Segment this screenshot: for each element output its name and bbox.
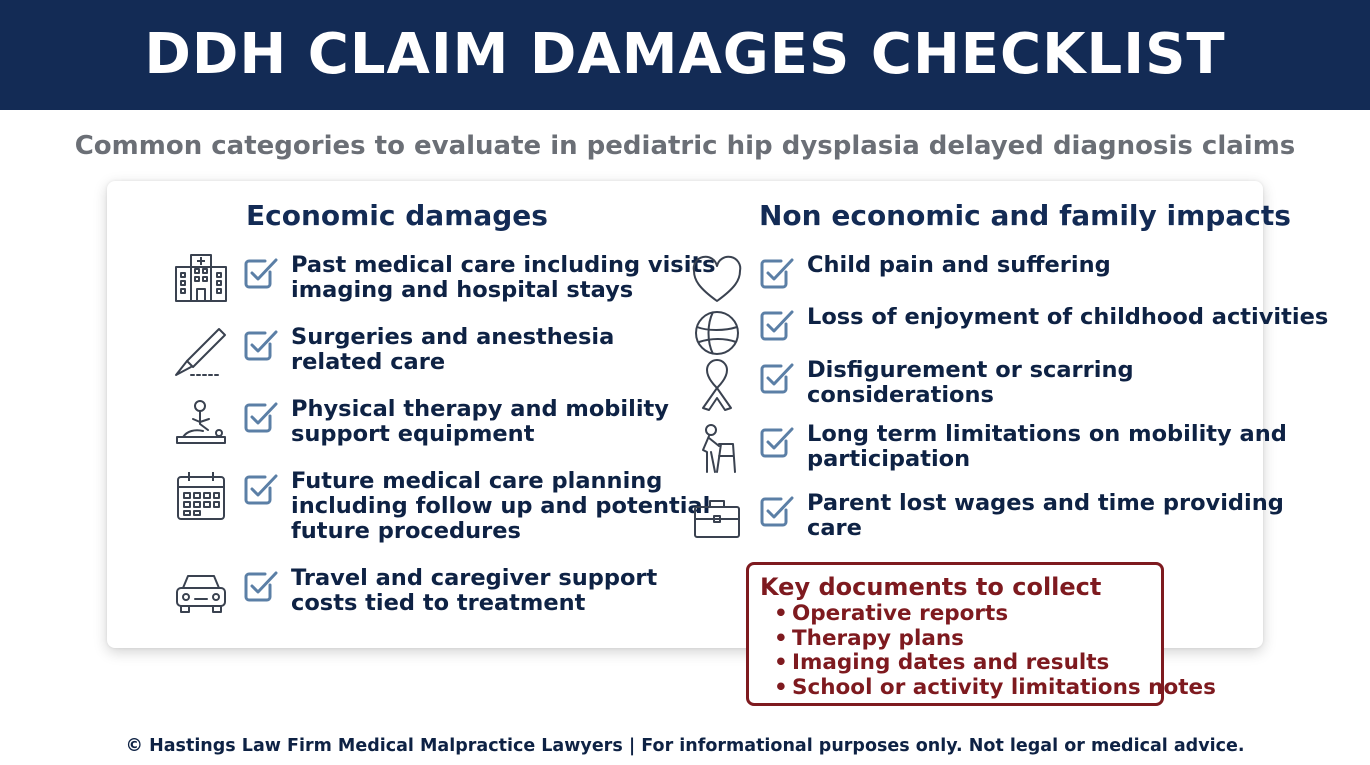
page-subtitle: Common categories to evaluate in pediatric hip dysplasia delayed diagnosis claims xyxy=(74,131,1296,161)
calendar-icon xyxy=(173,469,229,525)
ribbon-icon xyxy=(689,358,745,414)
page-title: DDH CLAIM DAMAGES CHECKLIST xyxy=(144,22,1226,87)
ball-icon xyxy=(689,305,745,361)
key-documents-list xyxy=(749,602,1216,700)
checkbox-icon xyxy=(243,327,279,363)
item-text: Loss of enjoyment of childhood activities xyxy=(807,304,1329,330)
non-economic-heading: Non economic and family impacts xyxy=(759,199,1291,232)
item-text: Disfigurement or scarring considerations xyxy=(807,357,1134,408)
car-icon xyxy=(173,566,229,622)
key-document-item: • Operative reports xyxy=(749,602,1216,627)
physical-therapy-icon xyxy=(173,397,229,453)
item-text: Past medical care including visits imaging and hospital stays xyxy=(291,252,716,303)
economic-heading: Economic damages xyxy=(246,199,548,232)
walker-icon xyxy=(689,422,745,478)
checkbox-icon xyxy=(759,360,795,396)
key-document-item: • School or activity limitations notes xyxy=(749,676,1216,701)
heart-icon xyxy=(689,253,745,309)
hospital-icon xyxy=(173,253,229,309)
scalpel-icon xyxy=(173,325,229,381)
checkbox-icon xyxy=(243,471,279,507)
item-text: Surgeries and anesthesia related care xyxy=(291,324,615,375)
checkbox-icon xyxy=(759,424,795,460)
checkbox-icon xyxy=(243,399,279,435)
footer-disclaimer: © Hastings Law Firm Medical Malpractice Lawyers | For informational purposes only. Not legal or medical advice. xyxy=(125,736,1245,756)
item-text: Travel and caregiver support costs tied to treatment xyxy=(291,565,658,616)
briefcase-icon xyxy=(689,491,745,547)
key-documents-box xyxy=(746,562,1216,706)
checkbox-icon xyxy=(243,255,279,291)
checkbox-icon xyxy=(759,255,795,291)
item-text: Physical therapy and mobility support equipment xyxy=(291,396,669,447)
checkbox-icon xyxy=(243,568,279,604)
item-text: Parent lost wages and time providing care xyxy=(807,490,1284,541)
item-text: Child pain and suffering xyxy=(807,252,1111,278)
header-banner xyxy=(0,0,1370,110)
item-text: Future medical care planning including follow up and potential future procedures xyxy=(291,468,711,544)
checkbox-icon xyxy=(759,493,795,529)
item-text: Long term limitations on mobility and participation xyxy=(807,421,1287,472)
key-documents-title: Key documents to collect xyxy=(760,573,1102,601)
key-document-item: • Imaging dates and results xyxy=(749,651,1216,676)
checkbox-icon xyxy=(759,307,795,343)
key-document-item: • Therapy plans xyxy=(749,627,1216,652)
